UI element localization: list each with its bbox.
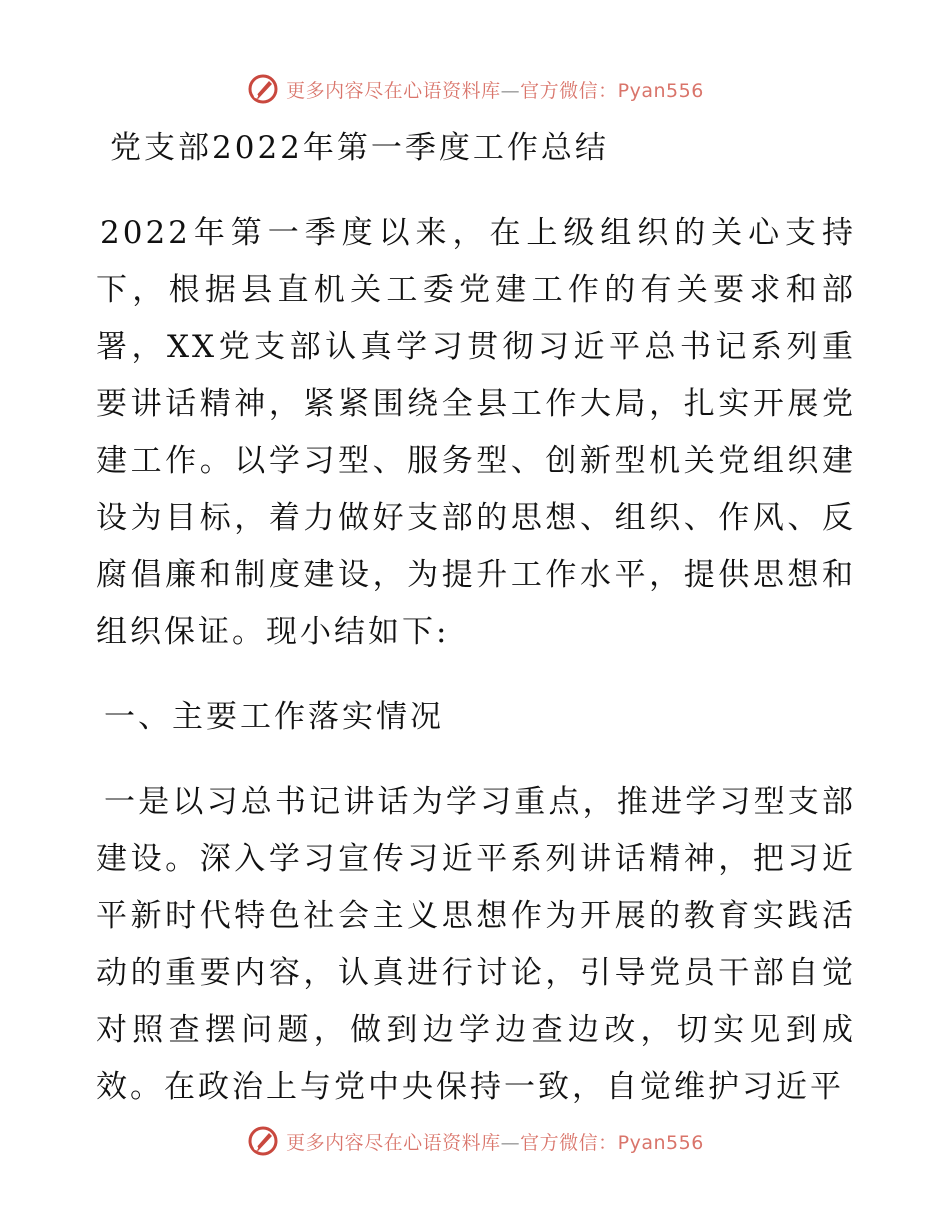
watermark-wechat: 官方微信：Pyan556 bbox=[520, 1131, 704, 1154]
watermark-text bbox=[286, 76, 704, 103]
watermark-dash: — bbox=[500, 1131, 521, 1154]
document-body bbox=[96, 120, 856, 1116]
pen-circle-logo-icon bbox=[246, 1124, 280, 1158]
pen-circle-logo-icon bbox=[246, 72, 280, 106]
watermark-site-name: 更多内容尽在心语资料库 bbox=[286, 1131, 501, 1154]
watermark-site-name: 更多内容尽在心语资料库 bbox=[286, 79, 501, 102]
document-title: 党支部2022年第一季度工作总结 bbox=[110, 130, 609, 166]
footer-watermark bbox=[0, 1124, 950, 1158]
header-watermark bbox=[0, 72, 950, 106]
section-heading: 一、主要工作落实情况 bbox=[104, 699, 444, 735]
section-paragraph: 一是以习总书记讲话为学习重点，推进学习型支部建设。深入学习宣传习近平系列讲话精神，把习近平新时代特色社会主义思想作为开展的教育实践活动的重要内容，认真进行讨论，引导党员干部自觉对照查摆问题，做到边学边查边改，切实见到成效。在政治上与党中央保持一致，自觉维护习近平 bbox=[96, 784, 856, 1105]
watermark-text bbox=[286, 1128, 704, 1155]
watermark-dash: — bbox=[500, 79, 521, 102]
watermark-wechat: 官方微信：Pyan556 bbox=[520, 79, 704, 102]
intro-paragraph: 2022年第一季度以来，在上级组织的关心支持下，根据县直机关工委党建工作的有关要求和部署，XX党支部认真学习贯彻习近平总书记系列重要讲话精神，紧紧围绕全县工作大局，扎实开展党建工作。以学习型、服务型、创新型机关党组织建设为目标，着力做好支部的思想、组织、作风、反腐倡廉和制度建设，为提升工作水平，提供思想和组织保证。现小结如下: bbox=[96, 215, 856, 650]
